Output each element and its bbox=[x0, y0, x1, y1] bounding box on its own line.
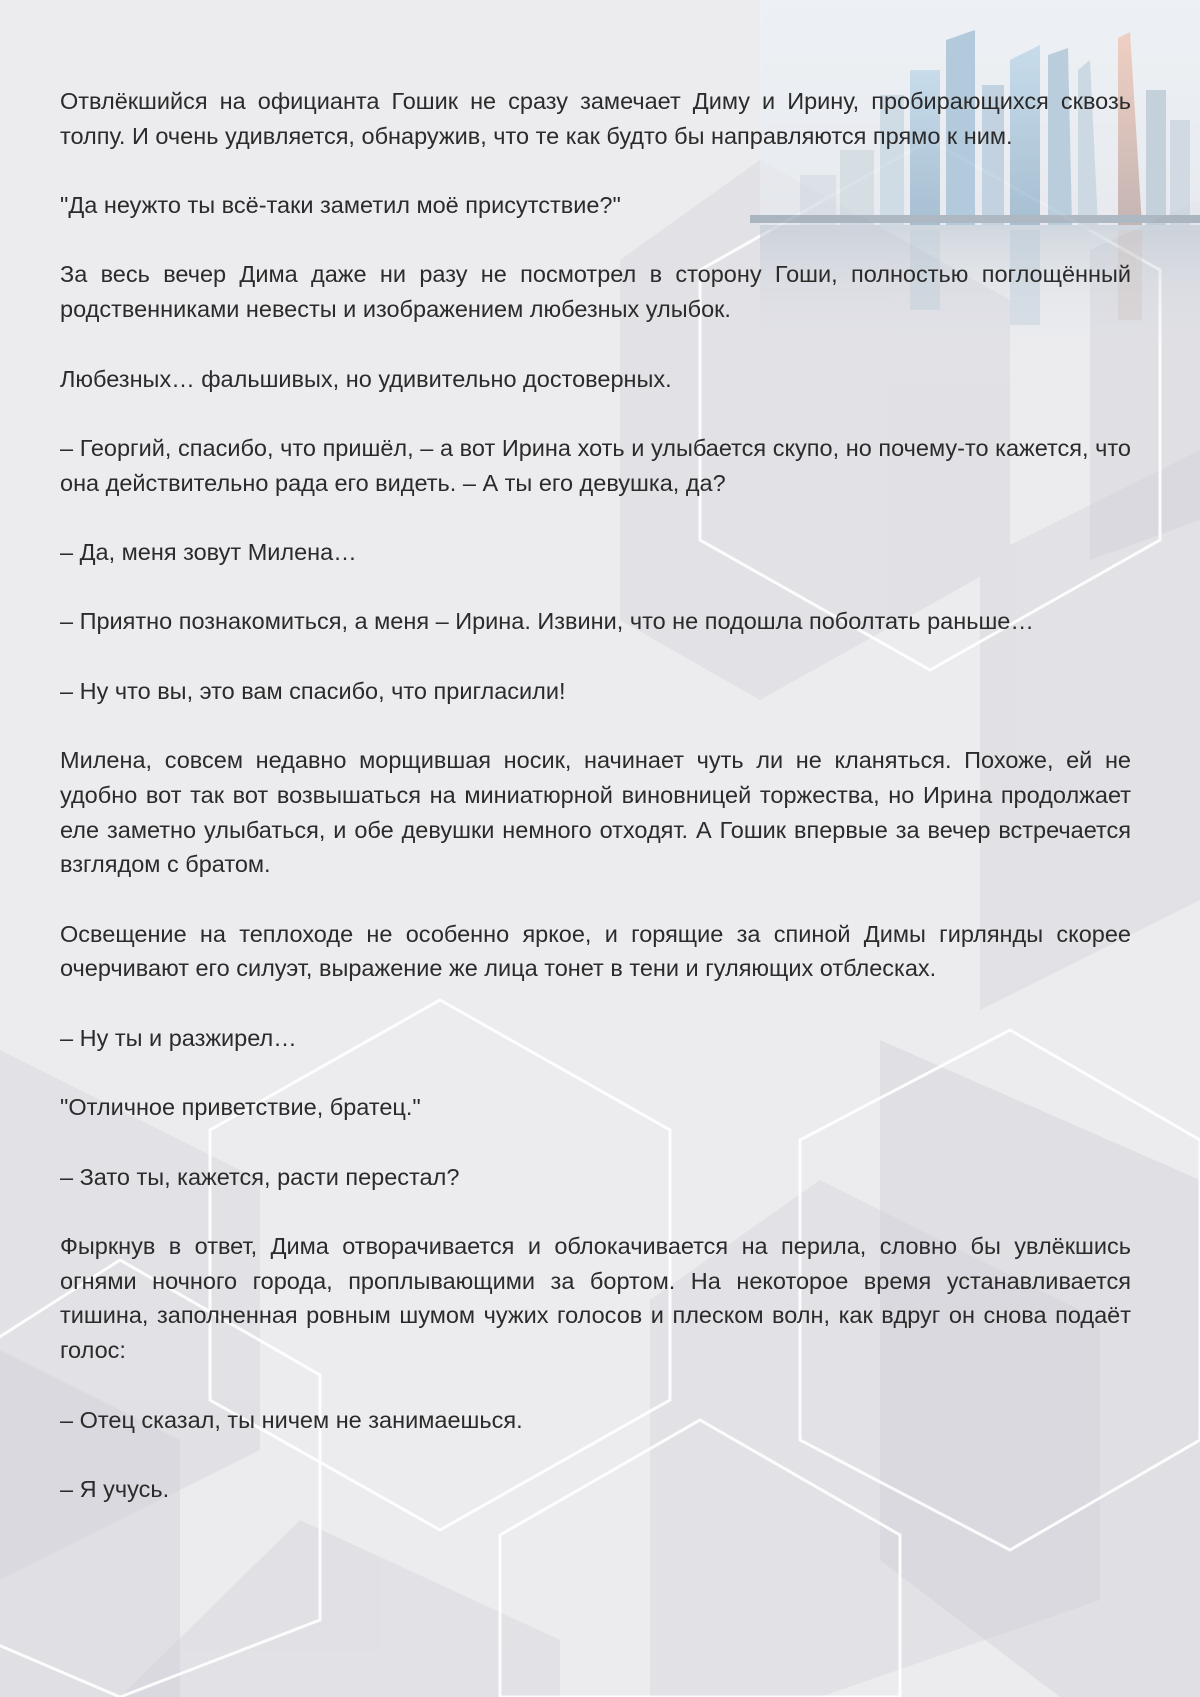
paragraph: – Зато ты, кажется, расти перестал? bbox=[60, 1163, 460, 1190]
paragraph: "Отличное приветствие, братец." bbox=[60, 1094, 421, 1121]
paragraph: Фыркнув в ответ, Дима отворачивается и облокачивается на перила, словно бы увлёкшись огнями ночного города, проплывающими за бортом. На некоторое время устанавливается тишина, заполненная ровным шумом чужих голосов и плеском волн, как вдруг он снова подаёт голос: bbox=[60, 1233, 1131, 1364]
paragraph: Милена, совсем недавно морщившая носик, начинает чуть ли не кланяться. Похоже, ей не удобно вот так вот возвышаться на миниатюрной виновницей торжества, но Ирина продолжает еле заметно улыбаться, и обе девушки немного отходят. А Гошик впервые за вечер встречается взглядом с братом. bbox=[60, 747, 1131, 878]
paragraph: – Я учусь. bbox=[60, 1475, 170, 1502]
paragraph: Отвлёкшийся на официанта Гошик не сразу замечает Диму и Ирину, пробирающихся сквозь толпу. И очень удивляется, обнаружив, что те как будто бы направляются прямо к ним. bbox=[60, 88, 1131, 149]
paragraph: За весь вечер Дима даже ни разу не посмотрел в сторону Гоши, полностью поглощённый родственниками невесты и изображением любезных улыбок. bbox=[60, 261, 1131, 323]
document-text bbox=[60, 84, 1131, 1541]
paragraph: – Да, меня зовут Милена… bbox=[60, 539, 357, 566]
paragraph: – Ну ты и разжирел… bbox=[60, 1024, 297, 1051]
paragraph: Любезных… фальшивых, но удивительно достоверных. bbox=[60, 365, 672, 392]
paragraph: – Ну что вы, это вам спасибо, что пригласили! bbox=[60, 677, 566, 704]
paragraph: – Георгий, спасибо, что пришёл, – а вот Ирина хоть и улыбается скупо, но почему-то кажется, что она действительно рада его видеть. – А ты его девушка, да? bbox=[60, 434, 1131, 496]
paragraph: – Приятно познакомиться, а меня – Ирина. Извини, что не подошла поболтать раньше… bbox=[60, 608, 1034, 635]
paragraph: Освещение на теплоходе не особенно яркое, и горящие за спиной Димы гирлянды скорее очерчивают его силуэт, выражение же лица тонет в тени и гуляющих отблесках. bbox=[60, 920, 1131, 982]
paragraph: – Отец сказал, ты ничем не занимаешься. bbox=[60, 1406, 523, 1433]
paragraph: "Да неужто ты всё-таки заметил моё присутствие?" bbox=[60, 192, 621, 219]
